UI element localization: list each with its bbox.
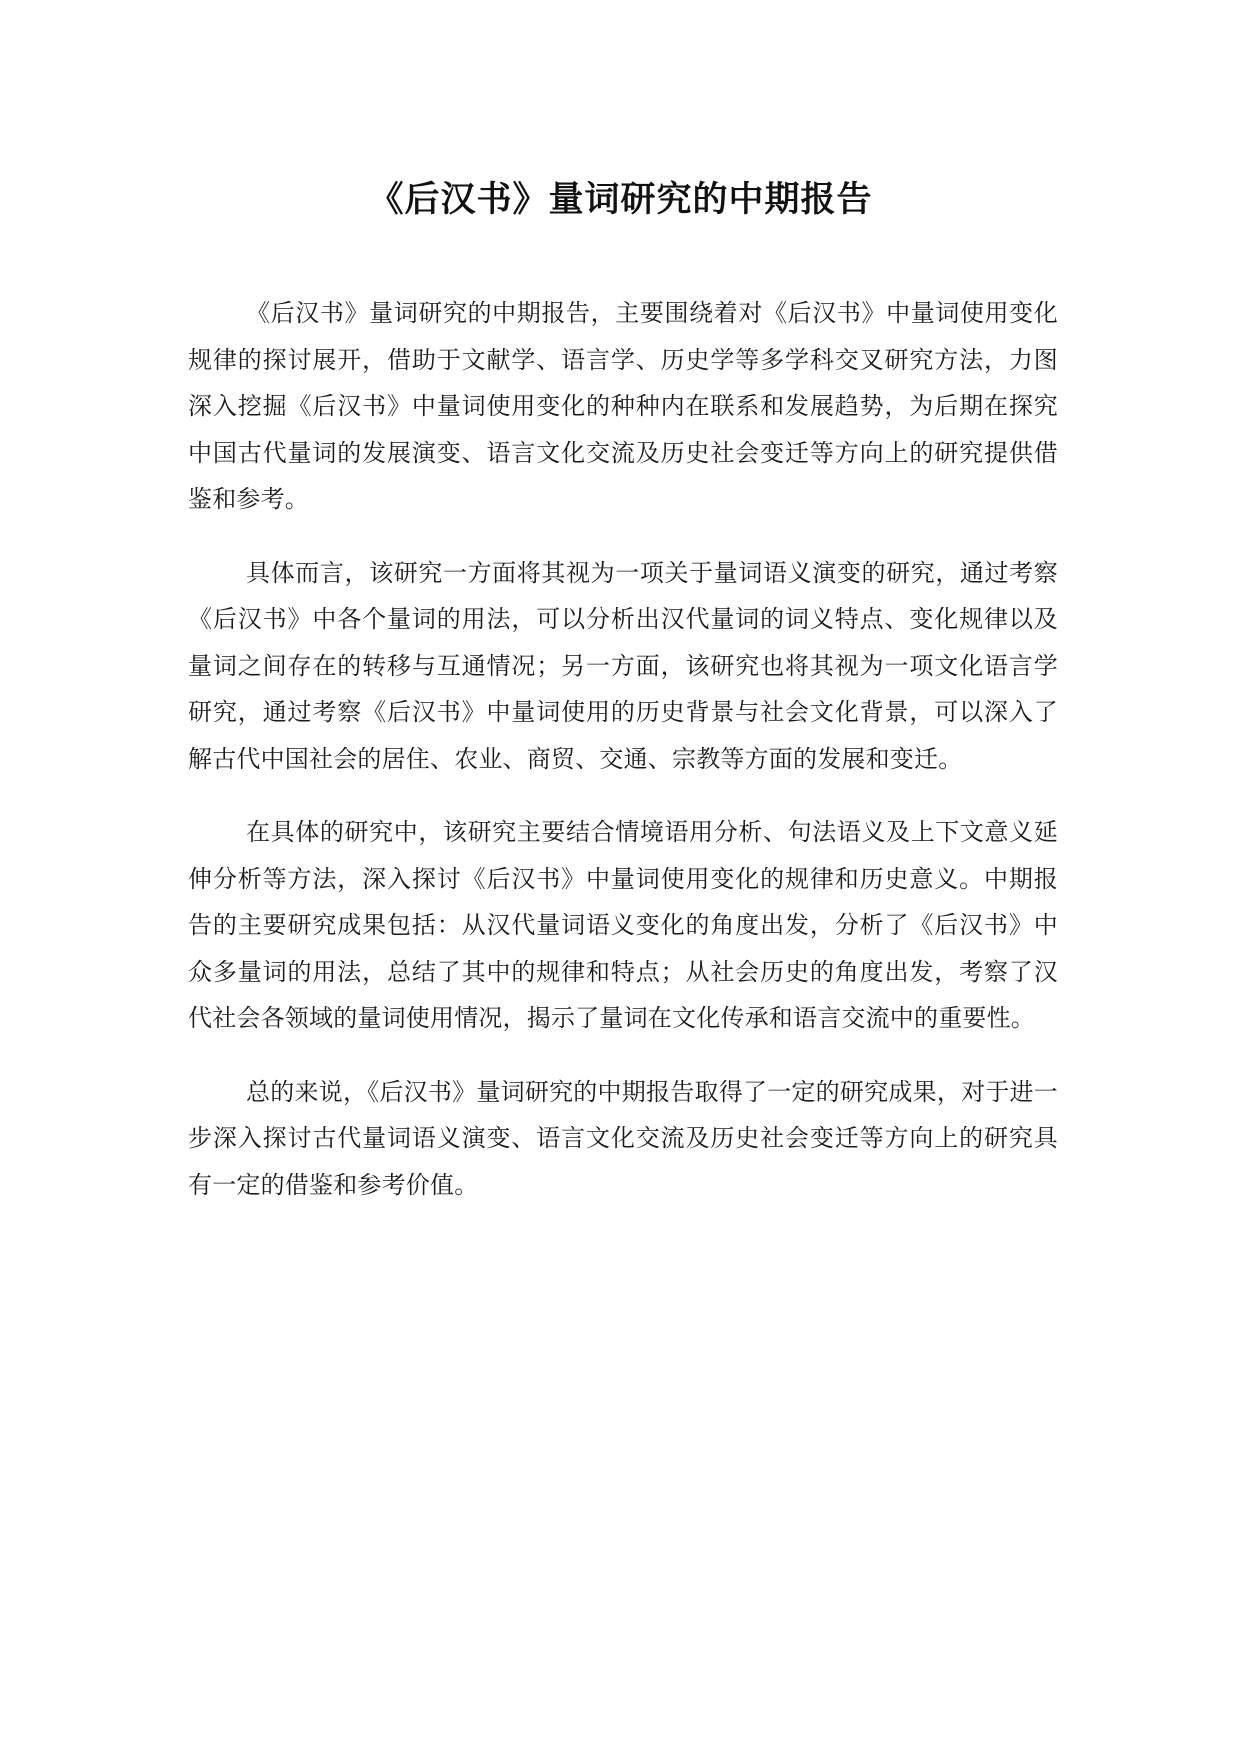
paragraph-3: 在具体的研究中，该研究主要结合情境语用分析、句法语义及上下文意义延伸分析等方法，深入探讨《后汉书》中量词使用变化的规律和历史意义。中期报告的主要研究成果包括：从汉代量词语义变化的角度出发，分析了《后汉书》中众多量词的用法，总结了其中的规律和特点；从社会历史的角度出发，考察了汉代社会各领域的量词使用情况，揭示了量词在文化传承和语言交流中的重要性。: [188, 818, 1058, 1032]
paragraph-4: 总的来说，《后汉书》量词研究的中期报告取得了一定的研究成果，对于进一步深入探讨古代量词语义演变、语言文化交流及历史社会变迁等方向上的研究具有一定的借鉴和参考价值。: [188, 1077, 1058, 1199]
document-title: 《后汉书》量词研究的中期报告: [368, 180, 873, 220]
paragraph-1: 《后汉书》量词研究的中期报告，主要围绕着对《后汉书》中量词使用变化规律的探讨展开，借助于文献学、语言学、历史学等多学科交叉研究方法，力图深入挖掘《后汉书》中量词使用变化的种种内在联系和发展趋势，为后期在探究中国古代量词的发展演变、语言文化交流及历史社会变迁等方向上的研究提供借鉴和参考。: [188, 299, 1058, 513]
paragraph-2: 具体而言，该研究一方面将其视为一项关于量词语义演变的研究，通过考察《后汉书》中各个量词的用法，可以分析出汉代量词的词义特点、变化规律以及量词之间存在的转移与互通情况；另一方面，该研究也将其视为一项文化语言学研究，通过考察《后汉书》中量词使用的历史背景与社会文化背景，可以深入了解古代中国社会的居住、农业、商贸、交通、宗教等方面的发展和变迁。: [188, 558, 1058, 773]
document-body: [188, 290, 1058, 1235]
